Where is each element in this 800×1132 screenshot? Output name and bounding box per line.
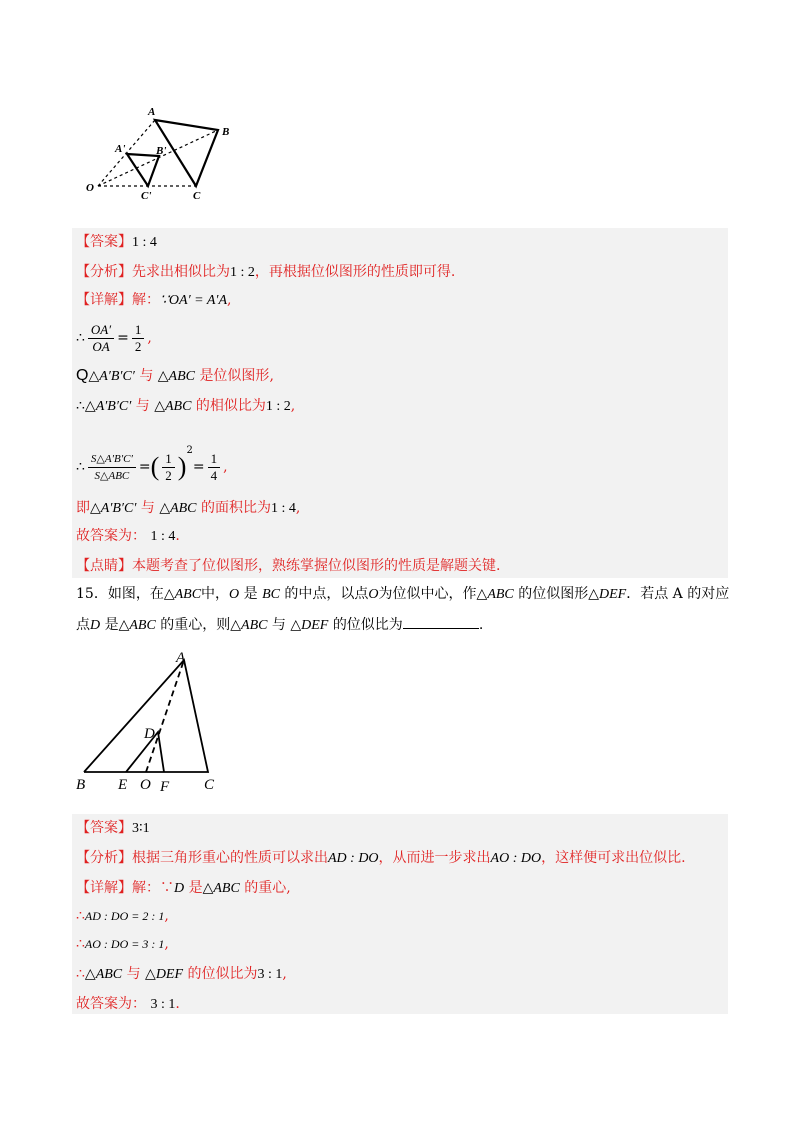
yu-text: 与 bbox=[135, 398, 150, 414]
yu-text: 与 bbox=[140, 500, 155, 516]
answer-value: 3∶1 bbox=[132, 821, 150, 836]
q15-ruo: ．若点 A 的对应 bbox=[626, 586, 730, 602]
analysis-formula-2: AO : DO bbox=[490, 851, 542, 866]
label-D: D bbox=[144, 726, 155, 742]
therefore: ∴ bbox=[76, 330, 85, 346]
final-text: 故答案为： bbox=[76, 996, 146, 1012]
segment-bc-text: BC bbox=[262, 587, 280, 602]
comma: , bbox=[164, 908, 169, 924]
triangle-abc-text: △ABC bbox=[230, 618, 268, 633]
analysis-tag: 【分析】 bbox=[76, 850, 132, 866]
fraction-one-half: $\frac{1}{2}$ bbox=[132, 322, 145, 355]
label-B: B bbox=[222, 126, 230, 138]
comment-line-1 bbox=[76, 556, 500, 576]
detail-jie: 解：∵ bbox=[132, 880, 174, 896]
label-B: B bbox=[76, 777, 86, 793]
analysis-rest: ，再根据位似图形的性质即可得. bbox=[254, 264, 456, 280]
label-A: A bbox=[176, 650, 186, 666]
q-symbol: Q bbox=[76, 367, 89, 384]
triangle-apbpcp-text: △A′B′C′ bbox=[88, 369, 135, 384]
median-ao bbox=[146, 660, 184, 772]
label-Ap: A' bbox=[115, 143, 126, 155]
final-text: 故答案为： bbox=[76, 528, 146, 544]
point-o-text: O bbox=[229, 587, 240, 602]
final-value: 3 : 1 bbox=[150, 997, 176, 1012]
answer-value: 1 : 4 bbox=[132, 235, 157, 250]
q15-shi2: 是 bbox=[104, 617, 119, 633]
label-C: C bbox=[193, 190, 201, 202]
answer-line-2 bbox=[76, 818, 150, 839]
final-line-2 bbox=[76, 994, 180, 1015]
q15-de: 的位似图形 bbox=[518, 586, 589, 602]
step-ratio bbox=[76, 964, 287, 985]
point-d-text: D bbox=[90, 618, 101, 633]
equals: = bbox=[192, 459, 205, 475]
triangle-apbpcp-text: △A′B′C′ bbox=[90, 501, 137, 516]
final-value: 1 : 4 bbox=[150, 529, 176, 544]
equals: = bbox=[138, 459, 151, 475]
triangle-abc-text: △ABC bbox=[202, 881, 240, 896]
analysis-text: 根据三角形重心的性质可以求出 bbox=[132, 850, 328, 866]
detail-line-2 bbox=[76, 878, 291, 899]
equals: = bbox=[117, 330, 129, 346]
final-line-1: 故答案为： 1 : 4. bbox=[76, 528, 180, 544]
step5-line: ∴ $\frac{S\triangle A'B'C'}{\text{S△ABC}}$ =( $\frac{1}{2}$ )$^2$= $\frac{1}{4}$ , bbox=[76, 445, 228, 483]
q15-end: . bbox=[478, 617, 484, 633]
triangle-abc-text: △ABC bbox=[163, 587, 202, 602]
label-Bp: B' bbox=[156, 145, 167, 157]
detail-shi: 是 bbox=[188, 880, 203, 896]
answer-tag: 【答案】 bbox=[76, 234, 132, 250]
step6-ratio: 1 : 4 bbox=[270, 501, 296, 516]
triangle-abc-text: △ABC bbox=[159, 501, 197, 516]
analysis-rest: ，这样便可求出位似比. bbox=[541, 850, 686, 866]
ratio-text: 的位似比为 bbox=[187, 966, 258, 982]
detail-tag: 【详解】 bbox=[76, 292, 132, 308]
detail-line-1: 【详解】解：∵OA′ = A′A, bbox=[76, 292, 232, 308]
therefore: ∴ bbox=[76, 936, 85, 952]
yu-text: 与 bbox=[271, 617, 286, 633]
yu-text: 与 bbox=[126, 966, 141, 982]
analysis-line-2 bbox=[76, 848, 686, 869]
label-A: A bbox=[148, 106, 156, 118]
q15-shi: 是 bbox=[243, 586, 258, 602]
step4-line: ∴△A′B′C′ 与 △ABC 的相似比为1 : 2, bbox=[76, 398, 296, 414]
answer-line-1 bbox=[76, 232, 157, 253]
answer-tag: 【答案】 bbox=[76, 820, 132, 836]
step-ad-do bbox=[76, 906, 169, 926]
comma: , bbox=[282, 966, 287, 982]
triangle-apbpcp-text: △A′B′C′ bbox=[84, 399, 132, 414]
therefore: ∴ bbox=[76, 398, 85, 414]
fraction-oap-oa: $\frac{OA'}{OA}$ bbox=[88, 322, 114, 355]
triangle-abc-shape bbox=[84, 660, 208, 772]
step4-ratio: 1 : 2 bbox=[265, 399, 291, 414]
question-15-line-1 bbox=[76, 584, 729, 605]
therefore: ∴ bbox=[76, 966, 85, 982]
comment-text: 本题考查了位似图形，熟练掌握位似图形的性质是解题关键. bbox=[132, 558, 501, 574]
analysis-ratio: 1 : 2 bbox=[230, 265, 255, 280]
answer-blank bbox=[403, 614, 479, 629]
detail-formula: ∵OA′ = A′A bbox=[160, 293, 227, 308]
step6-text: 的面积比为 bbox=[200, 500, 271, 516]
fraction-area: $\frac{S\triangle A'B'C'}{\text{S△ABC}}$ bbox=[88, 451, 136, 484]
triangle-abc-text: △ABC bbox=[476, 587, 514, 602]
label-O: O bbox=[140, 777, 151, 793]
label-O: O bbox=[86, 182, 94, 194]
analysis-line-1 bbox=[76, 262, 455, 283]
analysis-mid: ，从而进一步求出 bbox=[378, 850, 491, 866]
step3-text: 是位似图形 bbox=[199, 368, 270, 384]
q15-center: 为位似中心，作 bbox=[378, 586, 477, 602]
step4-text: 的相似比为 bbox=[195, 398, 266, 414]
formula-ad-do: AD : DO = 2 : 1 bbox=[84, 909, 165, 923]
ratio-value: 3 : 1 bbox=[257, 967, 283, 982]
step2-line: ∴ $\frac{OA'}{OA}$ = $\frac{1}{2}$ , bbox=[76, 321, 152, 354]
therefore: ∴ bbox=[76, 908, 85, 924]
step6-line: 即△A′B′C′ 与 △ABC 的面积比为1 : 4, bbox=[76, 500, 301, 516]
label-C: C bbox=[204, 777, 215, 793]
detail-rest: 的重心, bbox=[244, 880, 291, 896]
label-F: F bbox=[160, 779, 170, 795]
detail-tag: 【详解】 bbox=[76, 880, 132, 896]
fraction-one-quarter: $\frac{1}{4}$ bbox=[208, 451, 221, 484]
triangle-def-text: △DEF bbox=[588, 587, 627, 602]
formula-ao-do: AO : DO = 3 : 1 bbox=[84, 937, 165, 951]
fraction-one-half: $\frac{1}{2}$ bbox=[162, 451, 175, 484]
step3-line: Q△A′B′C′ 与 △ABC 是位似图形, bbox=[76, 367, 274, 384]
homothety-figure-1 bbox=[80, 100, 250, 210]
step-ao-do bbox=[76, 934, 169, 954]
triangle-abc-text: △ABC bbox=[84, 967, 123, 982]
comment-tag: 【点睛】 bbox=[76, 558, 132, 574]
triangle-def-text: △DEF bbox=[290, 618, 329, 633]
therefore: ∴ bbox=[76, 459, 85, 475]
centroid-figure-2 bbox=[70, 646, 230, 796]
point-o-text: O bbox=[368, 587, 379, 602]
q15-zhong: 中， bbox=[201, 586, 230, 602]
comma: , bbox=[164, 936, 169, 952]
period: . bbox=[175, 996, 180, 1012]
analysis-tag: 【分析】 bbox=[76, 264, 132, 280]
triangle-abc-text: △ABC bbox=[157, 369, 195, 384]
label-E: E bbox=[118, 777, 128, 793]
q15-centroid: 的重心，则 bbox=[160, 617, 231, 633]
analysis-formula-1: AD : DO bbox=[328, 851, 379, 866]
yu-text: 与 bbox=[139, 368, 154, 384]
q15-ratio-question: 的位似比为 bbox=[332, 617, 403, 633]
detail-jie: 解： bbox=[132, 292, 160, 308]
triangle-def-text: △DEF bbox=[145, 967, 184, 982]
question-15-line-2 bbox=[76, 614, 483, 636]
ji-text: 即 bbox=[76, 500, 90, 516]
q15-midpoint: 的中点，以点 bbox=[284, 586, 369, 602]
triangle-abc-text: △ABC bbox=[154, 399, 192, 414]
triangle-abc-text: △ABC bbox=[118, 618, 156, 633]
q15-dian: 点 bbox=[76, 617, 90, 633]
analysis-text: 先求出相似比为 bbox=[132, 264, 230, 280]
q15-intro: 15．如图，在 bbox=[76, 586, 164, 602]
exponent: 2 bbox=[186, 445, 193, 456]
point-d-text: D bbox=[174, 881, 185, 896]
label-Cp: C' bbox=[141, 190, 152, 202]
